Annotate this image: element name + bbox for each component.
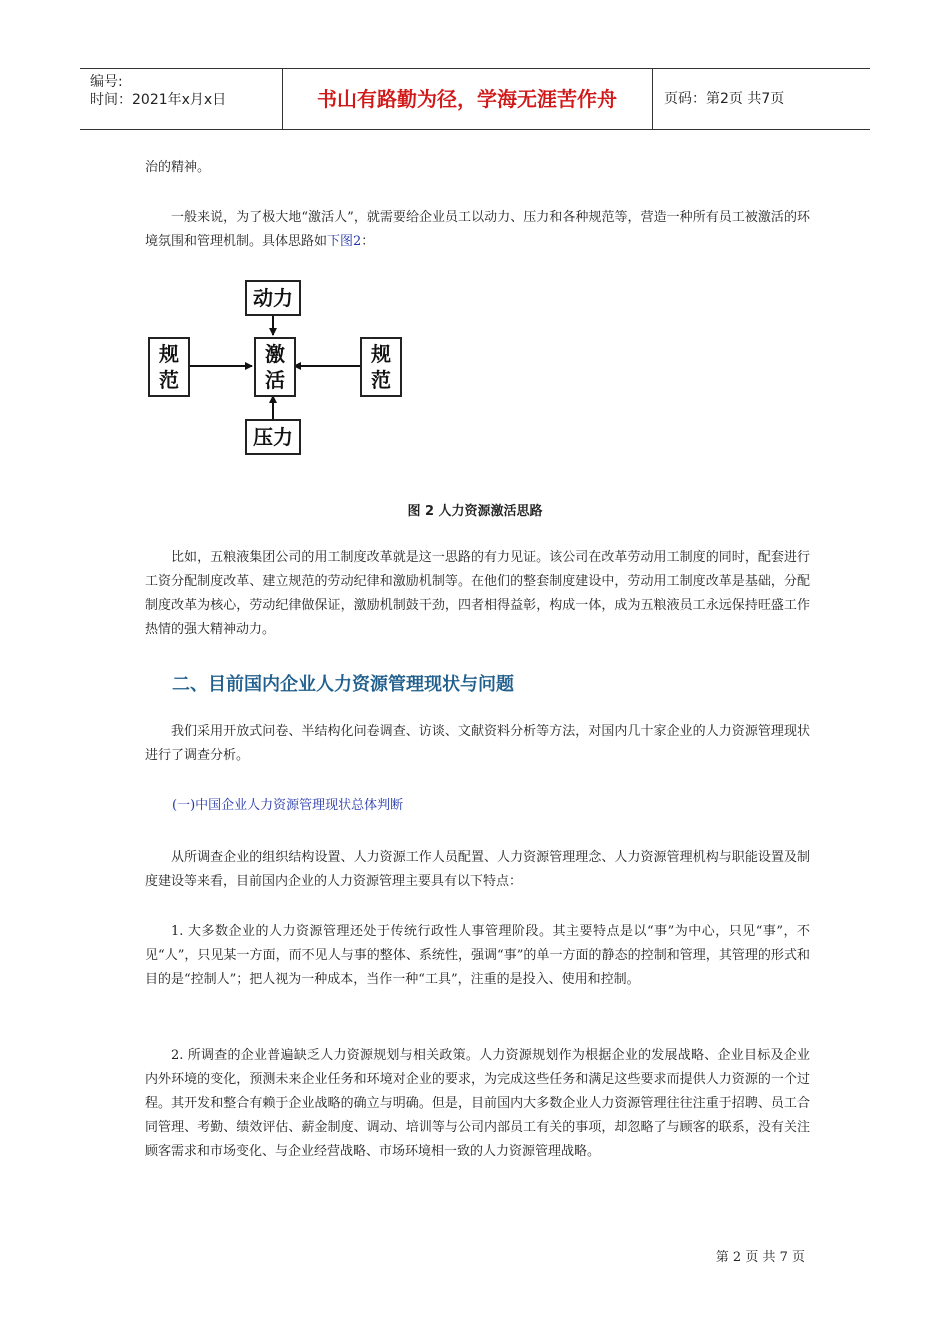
box-norms-right-char-1: 规	[371, 342, 391, 366]
box-activation	[254, 337, 296, 397]
paragraph-3: 我们采用开放式问卷、半结构化问卷调查、访谈、文献资料分析等方法，对国内几十家企业的人力资源管理现状进行了调查分析。	[145, 724, 810, 763]
activation-diagram	[148, 278, 398, 456]
page-header	[80, 68, 870, 130]
figure-caption: 图 2 人力资源激活思路	[407, 504, 543, 519]
header-page-label: 页码：第2页 共7页	[664, 91, 785, 107]
box-activation-char-2: 活	[265, 368, 285, 392]
figure-link[interactable]: 下图2	[327, 234, 362, 249]
paragraph-0: 治的精神。	[145, 160, 211, 175]
box-norms-right-char-2: 范	[371, 368, 391, 392]
time-label: 时间：2021年x月x日	[90, 92, 227, 108]
paragraph-5: 1. 大多数企业的人力资源管理还处于传统行政性人事管理阶段。其主要特点是以“事”为中心，只见“事”，不见“人”，只见某一方面，而不见人与事的整体、系统性，强调“事”的单一方面的静态的控制和管理，其管理的形式和目的是“控制人”；把人视为一种成本，当作一种“工具”，注重的是投入、使用和控制。	[145, 924, 810, 987]
box-activation-char-1: 激	[265, 342, 285, 366]
box-pressure: 压力	[245, 419, 301, 455]
box-norms-left-char-1: 规	[159, 342, 179, 366]
paragraph-1-text: 一般来说，为了极大地“激活人”，就需要给企业员工以动力、压力和各种规范等，营造一种所有员工被激活的环境氛围和管理机制。具体思路如	[145, 210, 810, 249]
paragraph-4: 从所调查企业的组织结构设置、人力资源工作人员配置、人力资源管理理念、人力资源管理机构与职能设置及制度建设等来看，目前国内企业的人力资源管理主要具有以下特点：	[145, 850, 810, 889]
box-norms-right	[360, 337, 402, 397]
subsection-heading[interactable]: (一)中国企业人力资源管理现状总体判断	[172, 798, 404, 813]
section-heading: 二、目前国内企业人力资源管理现状与问题	[172, 674, 514, 695]
box-norms-left-char-2: 范	[159, 368, 179, 392]
header-meta	[80, 69, 283, 129]
box-motivation: 动力	[245, 280, 301, 316]
paragraph-6: 2. 所调查的企业普遍缺乏人力资源规划与相关政策。人力资源规划作为根据企业的发展战略、企业目标及企业内外环境的变化，预测未来企业任务和环境对企业的要求，为完成这些任务和满足这些要求而提供人力资源的一个过程。其开发和整合有赖于企业战略的确立与明确。但是，目前国内大多数企业人力资源管理往往注重于招聘、员工合同管理、考勤、绩效评估、薪金制度、调动、培训等与公司内部员工有关的事项，却忽略了与顾客的联系，没有关注顾客需求和市场变化、与企业经营战略、市场环境相一致的人力资源管理战略。	[145, 1048, 810, 1159]
number-label: 编号:	[90, 74, 123, 90]
header-motto: 书山有路勤为径，学海无涯苦作舟	[282, 69, 653, 129]
paragraph-2: 比如，五粮液集团公司的用工制度改革就是这一思路的有力见证。该公司在改革劳动用工制度的同时，配套进行工资分配制度改革、建立规范的劳动纪律和激励机制等。在他们的整套制度建设中，劳动用工制度改革是基础，分配制度改革为核心，劳动纪律做保证，激励机制鼓干劲，四者相得益彰，构成一体，成为五粮液员工永远保持旺盛工作热情的强大精神动力。	[145, 550, 810, 637]
page-footer: 第 2 页 共 7 页	[715, 1250, 805, 1265]
paragraph-1	[145, 206, 810, 254]
paragraph-1-end: ：	[361, 234, 375, 249]
box-norms-left	[148, 337, 190, 397]
